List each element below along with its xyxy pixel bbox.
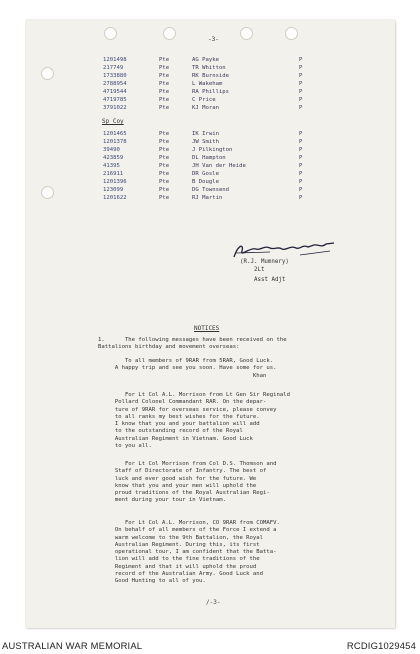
rank: Pte [159, 131, 170, 137]
service-number: 1201378 [103, 139, 127, 145]
punch-hole [163, 27, 176, 40]
rank: Pte [159, 163, 170, 169]
rank: Pte [159, 89, 170, 95]
service-number: 4719785 [103, 97, 127, 103]
page-number-top: -3- [208, 36, 219, 43]
service-number: 1201622 [103, 195, 127, 201]
status-mark: P [299, 139, 303, 145]
service-number: 123099 [103, 187, 124, 193]
service-number: 1201465 [103, 131, 127, 137]
notice-paragraph: To all members of 9RAR from 5RAR, Good Luck. A happy trip and see you soon. Have some for us. Khan [114, 358, 277, 379]
status-mark: P [299, 57, 303, 63]
status-mark: P [299, 89, 303, 95]
notice-paragraph: For Lt Col Morrison from Col D.S. Thomson and Staff of Directorate of Infantry. The best of luck and ever good wish for the future. We know that you and your men will uphold the proud traditions of the Royal Australian Regi- ment during your tour in Vietnam. [114, 461, 277, 504]
status-mark: P [299, 65, 303, 71]
punch-hole [41, 67, 54, 80]
record-id: RCDIG1029454 [346, 640, 416, 651]
soldier-name: KJ Moran [192, 105, 219, 111]
notices-heading: NOTICES [194, 325, 220, 332]
soldier-name: RA Phillips [192, 89, 230, 95]
punch-hole [104, 27, 117, 40]
rank: Pte [159, 65, 170, 71]
status-mark: P [299, 73, 303, 79]
rank: Pte [159, 81, 170, 87]
service-number: 423859 [103, 155, 124, 161]
service-number: 1733880 [103, 73, 127, 79]
rank: Pte [159, 171, 170, 177]
soldier-name: J Pilkington [192, 147, 233, 153]
status-mark: P [299, 171, 303, 177]
section-heading: Sp Coy [102, 118, 124, 125]
signatory-name: (R.J. Mumnery) [240, 259, 289, 265]
notice-paragraph: For Lt Col A.L. Morrison from Lt Gen Sir Reginald Pollard Colonel Commandant RAR. On the depar- ture of 9RAR for overseas service, please convey to all ranks my best wishes for the future. I know that you and your battalion will add to the outstanding record of the Royal Australian Regiment in Vietnam. Good Luck to you all. [114, 392, 290, 450]
status-mark: P [299, 163, 303, 169]
soldier-name: L Wakeham [192, 81, 223, 87]
rank: Pte [159, 179, 170, 185]
service-number: 3791022 [103, 105, 127, 111]
status-mark: P [299, 179, 303, 185]
soldier-name: IK Irwin [192, 131, 219, 137]
status-mark: P [299, 131, 303, 137]
rank: Pte [159, 155, 170, 161]
punch-hole [240, 27, 253, 40]
rank: Pte [159, 147, 170, 153]
rank: Pte [159, 139, 170, 145]
soldier-name: DL Hampton [192, 155, 226, 161]
punch-hole [285, 27, 298, 40]
soldier-name: DG Townsend [192, 187, 230, 193]
service-number: 41395 [103, 163, 120, 169]
status-mark: P [299, 81, 303, 87]
service-number: 4719544 [103, 89, 127, 95]
rank: Pte [159, 105, 170, 111]
rank: Pte [159, 73, 170, 79]
soldier-name: B Dougle [192, 179, 219, 185]
service-number: 1201396 [103, 179, 127, 185]
rank: Pte [159, 97, 170, 103]
notice-paragraph: For Lt Col A.L. Morrison, CO 9RAR from COMAFV. On behalf of all members of the Force I extend a warm welcome to the 9th Battalion, the Royal Australian Regiment. During this, its first operational tour, I am confident that the Batta- lion will add to the fine traditions of the Regiment and that it will uphold the proud record of the Australian Army. Good Luck and Good Hunting to all of you. [114, 520, 280, 585]
status-mark: P [299, 147, 303, 153]
soldier-name: DR Gosle [192, 171, 219, 177]
service-number: 1201498 [103, 57, 127, 63]
status-mark: P [299, 155, 303, 161]
signatory-rank: 2Lt [254, 267, 265, 273]
service-number: 39490 [103, 147, 120, 153]
signatory-title: Asst Adjt [254, 277, 286, 283]
status-mark: P [299, 187, 303, 193]
signature-image [230, 239, 340, 261]
soldier-name: RK Burnside [192, 73, 230, 79]
notice-paragraph: 1. The following messages have been received on the Battalions birthday and movement overseas: [98, 337, 287, 351]
soldier-name: JH Van der Heide [192, 163, 246, 169]
archive-name: AUSTRALIAN WAR MEMORIAL [2, 640, 143, 651]
soldier-name: JW Smith [192, 139, 219, 145]
status-mark: P [299, 195, 303, 201]
status-mark: P [299, 105, 303, 111]
rank: Pte [159, 195, 170, 201]
status-mark: P [299, 97, 303, 103]
soldier-name: C Price [192, 97, 216, 103]
punch-hole [41, 186, 54, 199]
soldier-name: AG Payke [192, 57, 219, 63]
service-number: 2788954 [103, 81, 127, 87]
rank: Pte [159, 187, 170, 193]
service-number: 216911 [103, 171, 124, 177]
soldier-name: TR Whitton [192, 65, 226, 71]
service-number: 217749 [103, 65, 124, 71]
page-number-bottom: /-3- [206, 599, 221, 606]
soldier-name: RJ Martin [192, 195, 223, 201]
rank: Pte [159, 57, 170, 63]
archive-footer [0, 636, 420, 654]
